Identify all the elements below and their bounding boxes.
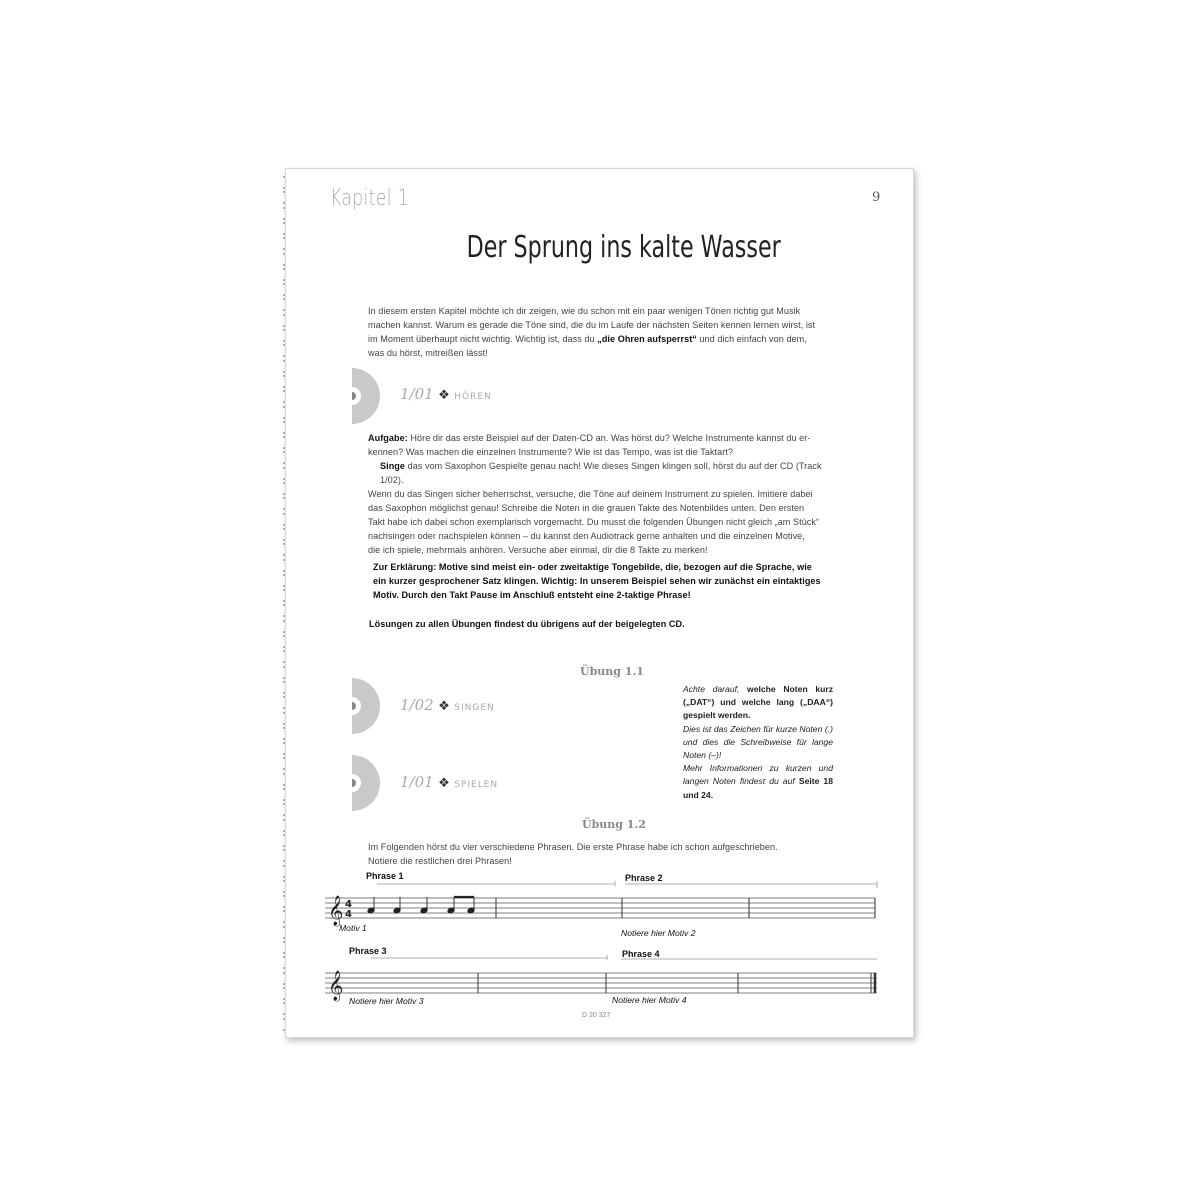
side-note-text: Seite 18 und 24.: [683, 776, 833, 800]
task-line: das Saxophon möglichst genau! Schreibe die Noten in die grauen Takte des Notenbildes unten. Den ersten: [368, 503, 805, 513]
side-note-text: Mehr Informationen zu kurzen und langen Noten findest du auf: [683, 763, 833, 787]
task-line: Aufgabe: Höre dir das erste Beispiel auf der Daten-CD an. Was hörst du? Welche Instrumente kannst du er-: [368, 433, 811, 443]
task-line: die ich spiele, mehrmals anhören. Versuche aber einmal, dir die 8 Takte zu merken!: [368, 545, 708, 555]
track-label: [400, 696, 495, 715]
task-line: Takt habe ich dabei schon exemplarisch vorgemacht. Du musst die folgenden Übungen nicht gleich „am Stück“: [368, 517, 820, 527]
side-note-text: Dies ist das Zeichen für kurze Noten (.) und dies die Schreibweise für lange Noten (–)!: [683, 723, 833, 761]
exercise-title: Übung 1.1: [580, 665, 644, 678]
track-label: [400, 773, 498, 792]
explanation-line: Motiv. Durch den Takt Pause im Anschluß entsteht eine 2-taktige Phrase!: [373, 590, 691, 600]
intro-line: In diesem ersten Kapitel möchte ich dir zeigen, wie du schon mit ein paar wenigen Tönen richtig gut Musik: [368, 306, 801, 316]
motif-label: Motiv 1: [339, 923, 367, 933]
task-paragraph: [368, 431, 844, 557]
motif-label: Notiere hier Motiv 3: [349, 996, 424, 1006]
diamond-icon: ❖: [438, 387, 450, 402]
diamond-icon: ❖: [438, 775, 450, 790]
instruction-line: Notiere die restlichen drei Phrasen!: [368, 856, 512, 866]
task-line: nachsingen oder nachspielen können – du kannst den Audiotrack gerne anhalten und die einzelnen Motive,: [368, 531, 805, 541]
exercise-instructions: [368, 840, 844, 868]
diamond-icon: ❖: [438, 698, 450, 713]
page-number: 9: [872, 190, 881, 205]
treble-clef-icon: 𝄞: [328, 971, 344, 1001]
side-note-text: welche Noten kurz („DAT“) und welche lang („DAA“) gespielt werden.: [683, 684, 834, 721]
motif-label: Notiere hier Motiv 4: [612, 995, 687, 1005]
treble-clef-icon: 𝄞: [328, 896, 344, 926]
track-number: 1/01: [400, 385, 434, 403]
page-title: Der Sprung ins kalte Wasser: [466, 230, 781, 265]
side-note-text: Achte darauf,: [683, 684, 740, 694]
motif-label: Notiere hier Motiv 2: [621, 928, 696, 938]
motif-notes: [367, 897, 475, 914]
explanation-paragraph: [373, 560, 843, 602]
track-action: SINGEN: [454, 703, 495, 713]
intro-paragraph: [368, 304, 844, 360]
intro-line: was du hörst, mitreißen lässt!: [368, 348, 488, 358]
emphasis-text: „die Ohren aufsperrst“: [597, 334, 697, 344]
intro-line: machen kannst. Warum es gerade die Töne sind, die du im Laufe der nächsten Seiten kennen lernen wirst, ist: [368, 320, 816, 330]
track-action: SPIELEN: [454, 780, 499, 790]
phrase-label: Phrase 3: [349, 946, 387, 956]
phrase-label: Phrase 4: [622, 949, 660, 959]
solutions-note: Lösungen zu allen Übungen findest du übrigens auf der beigelegten CD.: [369, 619, 685, 629]
intro-line: im Moment überhaupt nicht wichtig. Wichtig ist, dass du „die Ohren aufsperrst“ und dich einfach von dem,: [368, 334, 807, 344]
catalog-number: D 20 327: [582, 1012, 611, 1019]
music-staff-1: [325, 876, 880, 936]
side-note: [683, 683, 833, 802]
explanation-line: ein kurzer gesprochener Satz klingen. Wichtig: In unserem Beispiel sehen wir zunächst ein eintaktiges: [373, 576, 821, 586]
task-line: Singe das vom Saxophon Gespielte genau nach! Wie dieses Singen klingen soll, hörst du auf der CD (Track 1/02).: [380, 461, 822, 485]
explanation-line: Zur Erklärung: Motive sind meist ein- oder zweitaktige Tongebilde, die, bezogen auf die Sprache, wie: [373, 562, 812, 572]
task-line: kennen? Was machen die einzelnen Instrumente? Wie ist das Tempo, was ist die Taktart?: [368, 447, 733, 457]
phrase-label: Phrase 1: [366, 871, 404, 881]
svg-text:4: 4: [345, 899, 352, 910]
track-number: 1/01: [400, 773, 434, 791]
phrase-label: Phrase 2: [625, 873, 663, 883]
emphasis-text: Singe: [380, 461, 406, 471]
instruction-line: Im Folgenden hörst du vier verschiedene Phrasen. Die erste Phrase habe ich schon aufgeschrieben.: [368, 842, 778, 852]
task-label: Aufgabe:: [368, 433, 408, 443]
track-number: 1/02: [400, 696, 434, 714]
track-label: [400, 385, 492, 404]
exercise-title: Übung 1.2: [582, 818, 646, 831]
chapter-header: Kapitel 1: [330, 186, 410, 211]
task-line: Wenn du das Singen sicher beherrschst, versuche, die Töne auf deinem Instrument zu spielen. Imitiere dabei: [368, 489, 813, 499]
svg-text:4: 4: [345, 909, 352, 920]
track-action: HÖREN: [454, 392, 492, 402]
